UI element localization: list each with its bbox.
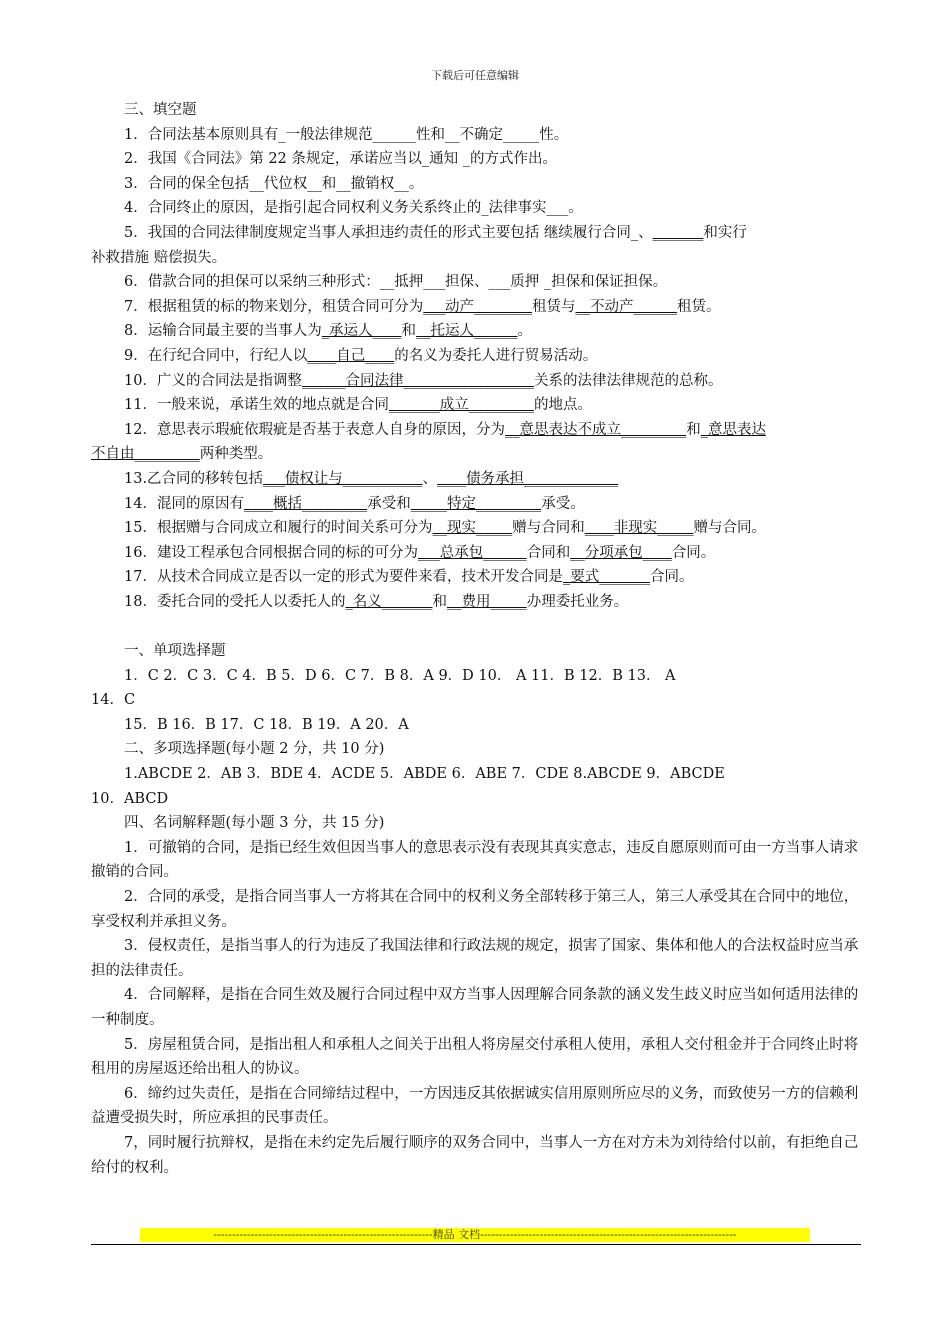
term-paragraph-3: 3．侵权责任，是指当事人的行为违反了我国法律和行政法规的规定，损害了国家、集体和他人的合法权益时应当承担的法律责任。 [91,938,859,979]
fill-question-12: 12．意思表示瑕疵依瑕疵是否基于表意人自身的原因，分为__意思表达不成立_________和_意思表达 [124,421,766,438]
footer-rule [91,1244,861,1245]
fill-question-3: 3．合同的保全包括__代位权__和__撤销权__。 [124,175,424,192]
term-paragraph-7: 7，同时履行抗辩权，是指在未约定先后履行顺序的双务合同中，当事人一方在对方未为刘待给付以前，有拒绝自己给付的权利。 [91,1134,859,1176]
fill-question-1: 1．合同法基本原则具有_一般法律规范______性和__不确定_____性。 [124,126,569,143]
fill-question-10: 10．广义的合同法是指调整______合同法律__________________关系的法律法律规范的总称。 [124,372,723,389]
multi-choice-answers-1-cont: 10．ABCD [91,790,169,807]
fill-question-17: 17．从技术合同成立是否以一定的形式为要件来看，技术开发合同是_要式_______合同。 [124,569,694,586]
fill-question-16: 16．建设工程承包合同根据合同的标的可分为___总承包______合同和__分项承包____合同。 [124,544,716,561]
spacer [91,614,861,639]
fill-question-7: 7．根据租赁的标的物来划分，租赁合同可分为___动产________租赁与__不动产______租赁。 [124,298,721,315]
section-title-multi-choice: 二、多项选择题(每小题 2 分，共 10 分) [124,741,385,758]
fill-question-5-cont: 补救措施 赔偿损失。 [91,249,227,266]
fill-question-14: 14．混同的原因有____概括_________承受和_____特定_________承受。 [124,495,585,512]
term-paragraph-1: 1．可撤销的合同，是指已经生效但因当事人的意思表示没有表现其真实意志，违反自愿原则而可由一方当事人请求撤销的合同。 [91,839,859,881]
footer-highlight-banner: -----------------------------------------------------------精品 文档--------------------------------------------------------------------- [140,1228,810,1242]
fill-question-12-cont: 不自由_________两种类型。 [91,446,273,463]
fill-question-8: 8．运输合同最主要的当事人为_承运人____和__托运人______。 [124,323,532,340]
fill-question-9: 9．在行纪合同中，行纪人以____自己____的名义为委托人进行贸易活动。 [124,347,598,364]
page-header: 下载后可任意编辑 [431,69,519,82]
section-title-terms: 四、名词解释题(每小题 3 分，共 15 分) [124,815,385,832]
single-choice-answers-1: 1．C 2．C 3．C 4．B 5．D 6．C 7．B 8．A 9．D 10． A 11．B 12．B 13． A [124,667,676,684]
multi-choice-answers-1: 1.ABCDE 2．AB 3．BDE 4．ACDE 5．ABDE 6．ABE 7．CDE 8.ABCDE 9．ABCDE [124,766,725,783]
document-body [91,98,861,1180]
fill-question-11: 11．一般来说，承诺生效的地点就是合同_______成立_________的地点。 [124,397,592,414]
fill-question-15: 15．根据赠与合同成立和履行的时间关系可分为__现实_____赠与合同和____非现实_____赠与合同。 [124,520,766,537]
fill-question-4: 4．合同终止的原因，是指引起合同权利义务关系终止的_法律事实___。 [124,200,583,217]
fill-question-6: 6．借款合同的担保可以采纳三种形式：__抵押___担保、___质押 _担保和保证担保。 [124,274,668,291]
term-paragraph-4: 4．合同解释，是指在合同生效及履行合同过程中双方当事人因理解合同条款的涵义发生歧义时应当如何适用法律的一种制度。 [91,987,859,1028]
term-paragraph-6: 6．缔约过失责任，是指在合同缔结过程中，一方因违反其依据诚实信用原则所应尽的义务，而致使另一方的信赖利益遭受损失时，所应承担的民事责任。 [91,1085,859,1127]
fill-question-5: 5．我国的合同法律制度规定当事人承担违约责任的形式主要包括 继续履行合同_、_______和实行 [124,224,747,241]
fill-question-2: 2．我国《合同法》第 22 条规定，承诺应当以_通知 _的方式作出。 [124,151,558,168]
term-paragraph-5: 5．房屋租赁合同，是指出租人和承租人之间关于出租人将房屋交付承租人使用，承租人交付租金并于合同终止时将租用的房屋返还给出租人的协议。 [91,1036,859,1078]
section-title-fill-blank: 三、填空题 [124,102,197,118]
single-choice-answers-2: 15．B 16．B 17．C 18．B 19．A 20．A [124,716,409,733]
term-paragraph-2: 2．合同的承受，是指合同当事人一方将其在合同中的权利义务全部转移于第三人，第三人承受其在合同中的地位，享受权利并承担义务。 [91,889,859,930]
section-title-single-choice: 一、单项选择题 [124,643,226,660]
fill-question-18: 18．委托合同的受托人以委托人的_名义_______和__费用_____办理委托业务。 [124,593,629,610]
fill-question-13: 13.乙合同的移转包括___债权让与___________、____债务承担_____________ [124,470,619,487]
single-choice-answers-1-cont: 14．C [91,692,136,709]
